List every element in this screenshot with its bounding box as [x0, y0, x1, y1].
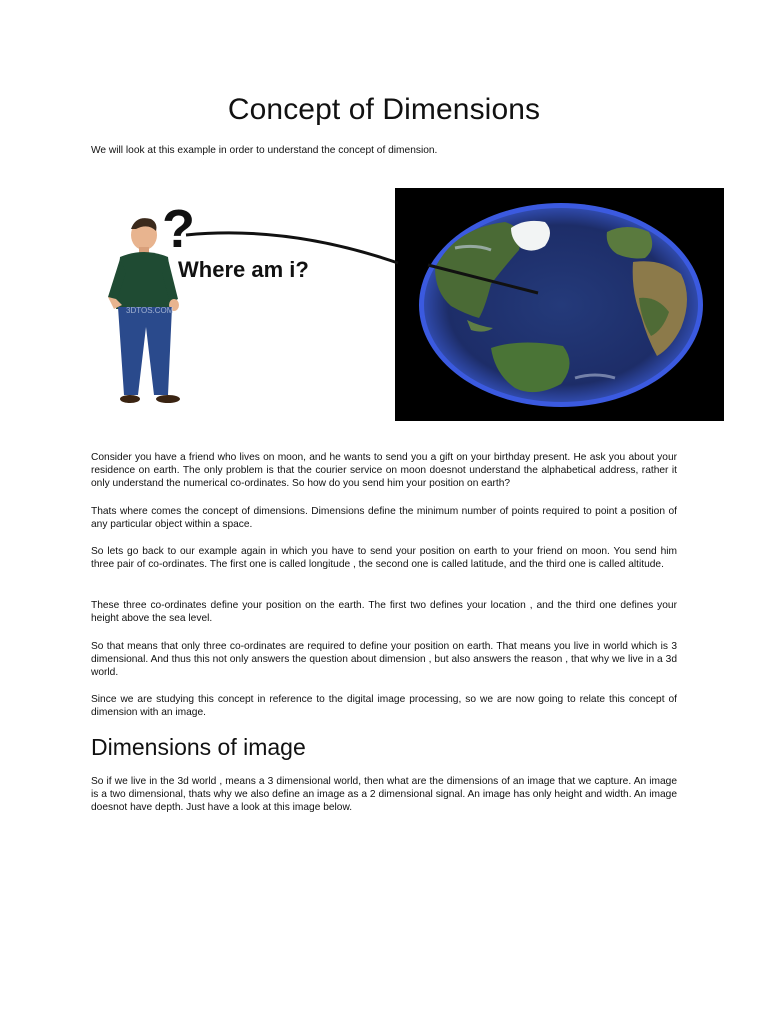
dimension-illustration — [88, 185, 728, 425]
svg-text:Where am i?: Where am i? — [178, 257, 309, 282]
watermark-text: 3DTOS.COM — [126, 306, 174, 315]
paragraph-5: So that means that only three co-ordinates are required to define your position on earth. That means you live in world which is 3 dimensional. And thus this not only answers the question about dimension , but also answers the reason , that why we live in a 3d world. — [91, 641, 677, 678]
intro-text: We will look at this example in order to understand the concept of dimension. — [91, 145, 438, 156]
svg-text:?: ? — [162, 199, 195, 255]
page-title: Concept of Dimensions — [227, 93, 541, 126]
paragraph-2: Thats where comes the concept of dimensions. Dimensions define the minimum number of points required to point a position of any particular object within a space. — [91, 506, 677, 530]
pointer-line — [88, 185, 728, 425]
paragraph-6: Since we are studying this concept in reference to the digital image processing, so we are now going to relate this concept of dimension with an image. — [91, 694, 677, 718]
paragraph-3: So lets go back to our example again in which you have to send your position on earth to your friend on moon. You send him three pair of co-ordinates. The first one is called longitude , the second one is called latitude, and the third one is called altitude. — [91, 546, 677, 570]
paragraph-4: These three co-ordinates define your position on the earth. The first two defines your location , and the third one defines your height above the sea level. — [91, 600, 677, 624]
paragraph-1: Consider you have a friend who lives on moon, and he wants to send you a gift on your birthday present. He ask you about your residence on earth. The only problem is that the courier service on moon doesnot understand the alphabetical address, rather it only understand the numerical co-ordinates. So how do you send him your position on earth? — [91, 452, 677, 489]
section-heading: Dimensions of image — [91, 734, 306, 760]
section-paragraph: So if we live in the 3d world , means a 3 dimensional world, then what are the dimensions of an image that we capture. An image is a two dimensional, thats why we also define an image as a 2 dimensional signal. An image has only height and width. An image doesnot have depth. Just have a look at this image below. — [91, 776, 677, 813]
